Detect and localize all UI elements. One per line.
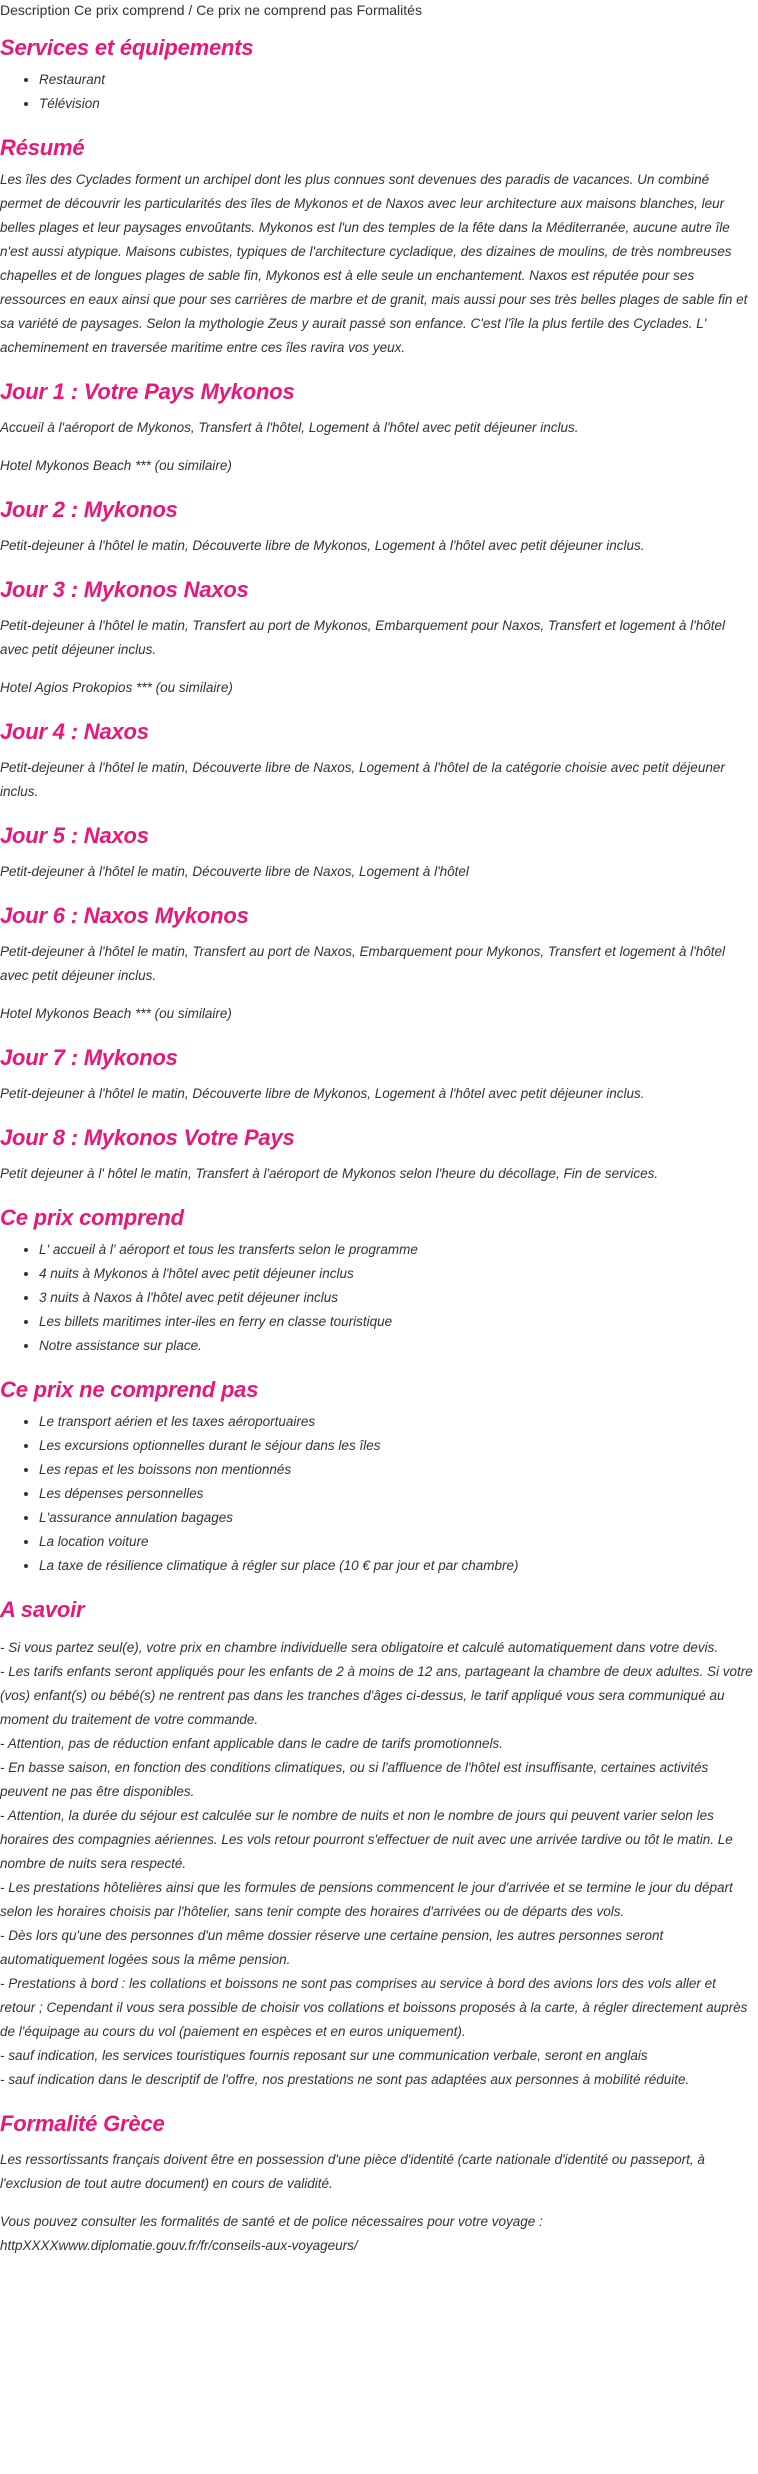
list-item: • Télévision <box>39 92 754 116</box>
day-text: Petit-dejeuner à l'hôtel le matin, Découverte libre de Mykonos, Logement à l'hôtel avec petit déjeuner inclus. <box>0 538 645 553</box>
day-text: Petit-dejeuner à l'hôtel le matin, Transfert au port de Naxos, Embarquement pour Mykonos, Transfert et logement à l'hôtel avec petit déjeuner inclus. <box>0 944 726 983</box>
formalite-consult-text: Vous pouvez consulter les formalités de santé et de police nécessaires pour votre voyage : <box>0 2214 543 2229</box>
tab-price[interactable]: Ce prix comprend / Ce prix ne comprend pas <box>74 2 353 18</box>
day-6-section <box>0 902 754 1026</box>
list-item: • 3 nuits à Naxos à l'hôtel avec petit déjeuner inclus <box>39 1286 754 1310</box>
price-excludes-section <box>0 1376 754 1578</box>
savoir-line: - sauf indication, les services touristiques fournis reposant sur une communication verbale, seront en anglais <box>0 2048 648 2063</box>
list-item: • Le transport aérien et les taxes aéroportuaires <box>39 1410 754 1434</box>
day-title: Jour 4 : Naxos <box>0 719 149 744</box>
day-title: Jour 3 : Mykonos Naxos <box>0 577 249 602</box>
day-hotel: Hotel Mykonos Beach *** (ou similaire) <box>0 1006 232 1021</box>
day-4-section <box>0 718 754 804</box>
day-7-section <box>0 1044 754 1106</box>
day-text: Accueil à l'aéroport de Mykonos, Transfert à l'hôtel, Logement à l'hôtel avec petit déjeuner inclus. <box>0 420 579 435</box>
day-hotel: Hotel Mykonos Beach *** (ou similaire) <box>0 458 232 473</box>
list-item: • Restaurant <box>39 68 754 92</box>
resume-section <box>0 134 754 360</box>
list-item: • Les excursions optionnelles durant le séjour dans les îles <box>39 1434 754 1458</box>
price-includes-list <box>0 1238 754 1358</box>
list-item: • La location voiture <box>39 1530 754 1554</box>
day-text: Petit-dejeuner à l'hôtel le matin, Découverte libre de Naxos, Logement à l'hôtel de la catégorie choisie avec petit déjeuner inclus. <box>0 760 725 799</box>
list-item: • L'assurance annulation bagages <box>39 1506 754 1530</box>
tab-description[interactable]: Description <box>0 2 71 18</box>
day-2-section <box>0 496 754 558</box>
savoir-line: - Prestations à bord : les collations et boissons ne sont pas comprises au service à bord des avions lors des vols aller et retour ; Cependant il vous sera possible de choisir vos collations et boissons proposés à la carte, à régler directement auprès de l'équipage au cours du vol (paiement en espèces et en euros uniquement). <box>0 1976 748 2039</box>
savoir-line: - Si vous partez seul(e), votre prix en chambre individuelle sera obligatoire et calculé automatiquement dans votre devis. <box>0 1640 719 1655</box>
day-hotel: Hotel Agios Prokopios *** (ou similaire) <box>0 680 233 695</box>
savoir-line: - En basse saison, en fonction des conditions climatiques, ou si l'affluence de l'hôtel est insuffisante, certaines activités peuvent ne pas être disponibles. <box>0 1760 709 1799</box>
day-text: Petit-dejeuner à l'hôtel le matin, Découverte libre de Naxos, Logement à l'hôtel <box>0 864 469 879</box>
list-item: • Les billets maritimes inter-iles en ferry en classe touristique <box>39 1310 754 1334</box>
day-8-section <box>0 1124 754 1186</box>
formalite-section <box>0 2110 754 2258</box>
services-title: Services et équipements <box>0 35 254 60</box>
day-title: Jour 5 : Naxos <box>0 823 149 848</box>
price-excludes-list <box>0 1410 754 1578</box>
day-text: Petit-dejeuner à l'hôtel le matin, Découverte libre de Mykonos, Logement à l'hôtel avec petit déjeuner inclus. <box>0 1086 645 1101</box>
tab-formalites[interactable]: Formalités <box>356 2 422 18</box>
services-list <box>0 68 754 116</box>
day-text: Petit dejeuner à l' hôtel le matin, Transfert à l'aéroport de Mykonos selon l'heure du décollage, Fin de services. <box>0 1166 659 1181</box>
savoir-line: - Attention, pas de réduction enfant applicable dans le cadre de tarifs promotionnels. <box>0 1736 504 1751</box>
day-title: Jour 8 : Mykonos Votre Pays <box>0 1125 295 1150</box>
price-includes-title: Ce prix comprend <box>0 1205 184 1230</box>
list-item: • Les dépenses personnelles <box>39 1482 754 1506</box>
list-item: • La taxe de résilience climatique à régler sur place (10 € par jour et par chambre) <box>39 1554 754 1578</box>
savoir-body <box>0 1636 754 2092</box>
day-3-section <box>0 576 754 700</box>
formalite-link[interactable]: httpXXXXwww.diplomatie.gouv.fr/fr/conseils-aux-voyageurs/ <box>0 2238 358 2253</box>
services-section <box>0 34 754 116</box>
day-title: Jour 6 : Naxos Mykonos <box>0 903 249 928</box>
day-title: Jour 1 : Votre Pays Mykonos <box>0 379 295 404</box>
savoir-line: - Les prestations hôtelières ainsi que les formules de pensions commencent le jour d'arrivée et se termine le jour du départ selon les horaires choisis par l'hôtelier, sans tenir compte des horaires d'arrivées ou de départs des vols. <box>0 1880 733 1919</box>
formalite-text: Les ressortissants français doivent être en possession d'une pièce d'identité (carte nationale d'identité ou passeport, à l'exclusion de tout autre document) en cours de validité. <box>0 2152 705 2191</box>
price-includes-section <box>0 1204 754 1358</box>
list-item: • Notre assistance sur place. <box>39 1334 754 1358</box>
savoir-line: - Attention, la durée du séjour est calculée sur le nombre de nuits et non le nombre de jours qui peuvent varier selon les horaires des compagnies aériennes. Les vols retour pourront s'effectuer de nuit avec une arrivée tardive ou tôt le matin. Le nombre de nuits sera respecté. <box>0 1808 733 1871</box>
savoir-section <box>0 1596 754 2092</box>
day-text: Petit-dejeuner à l'hôtel le matin, Transfert au port de Mykonos, Embarquement pour Naxos, Transfert et logement à l'hôtel avec petit déjeuner inclus. <box>0 618 726 657</box>
formalite-title: Formalité Grèce <box>0 2111 165 2136</box>
savoir-line: - Les tarifs enfants seront appliqués pour les enfants de 2 à moins de 12 ans, partageant la chambre de deux adultes. Si votre (vos) enfant(s) ou bébé(s) ne rentrent pas dans les tranches d'âges ci-dessus, le tarif appliqué vous sera communiqué au moment du traitement de votre commande. <box>0 1664 753 1727</box>
list-item: • 4 nuits à Mykonos à l'hôtel avec petit déjeuner inclus <box>39 1262 754 1286</box>
savoir-line: - sauf indication dans le descriptif de l'offre, nos prestations ne sont pas adaptées aux personnes à mobilité réduite. <box>0 2072 690 2087</box>
price-excludes-title: Ce prix ne comprend pas <box>0 1377 259 1402</box>
savoir-line: - Dès lors qu'une des personnes d'un même dossier réserve une certaine pension, les autres personnes seront automatiquement logées sous la même pension. <box>0 1928 664 1967</box>
day-title: Jour 2 : Mykonos <box>0 497 178 522</box>
day-5-section <box>0 822 754 884</box>
list-item: • Les repas et les boissons non mentionnés <box>39 1458 754 1482</box>
resume-title: Résumé <box>0 135 85 160</box>
day-1-section <box>0 378 754 478</box>
savoir-title: A savoir <box>0 1597 85 1622</box>
day-title: Jour 7 : Mykonos <box>0 1045 178 1070</box>
resume-text: Les îles des Cyclades forment un archipel dont les plus connues sont devenues des paradis de vacances. Un combiné permet de découvrir les particularités des îles de Mykonos et de Naxos avec leur architecture aux maisons blanches, leur belles plages et leur paysages envoûtants. Mykonos est l'un des temples de la fête dans la Méditerranée, aucune autre île n'est aussi atypique. Maisons cubistes, typiques de l'architecture cycladique, des dizaines de moulins, de très nombreuses chapelles et de longues plages de sable fin, Mykonos est à elle seule un enchantement. Naxos est réputée pour ses ressources en eaux ainsi que pour ses carrières de marbre et de granit, mais aussi pour ses très belles plages de sable fin et sa variété de paysages. Selon la mythologie Zeus y aurait passé son enfance. C'est l'île la plus fertile des Cyclades. L' acheminement en traversée maritime entre ces îles ravira vos yeux. <box>0 172 748 355</box>
tab-bar <box>0 0 754 20</box>
list-item: • L' accueil à l' aéroport et tous les transferts selon le programme <box>39 1238 754 1262</box>
